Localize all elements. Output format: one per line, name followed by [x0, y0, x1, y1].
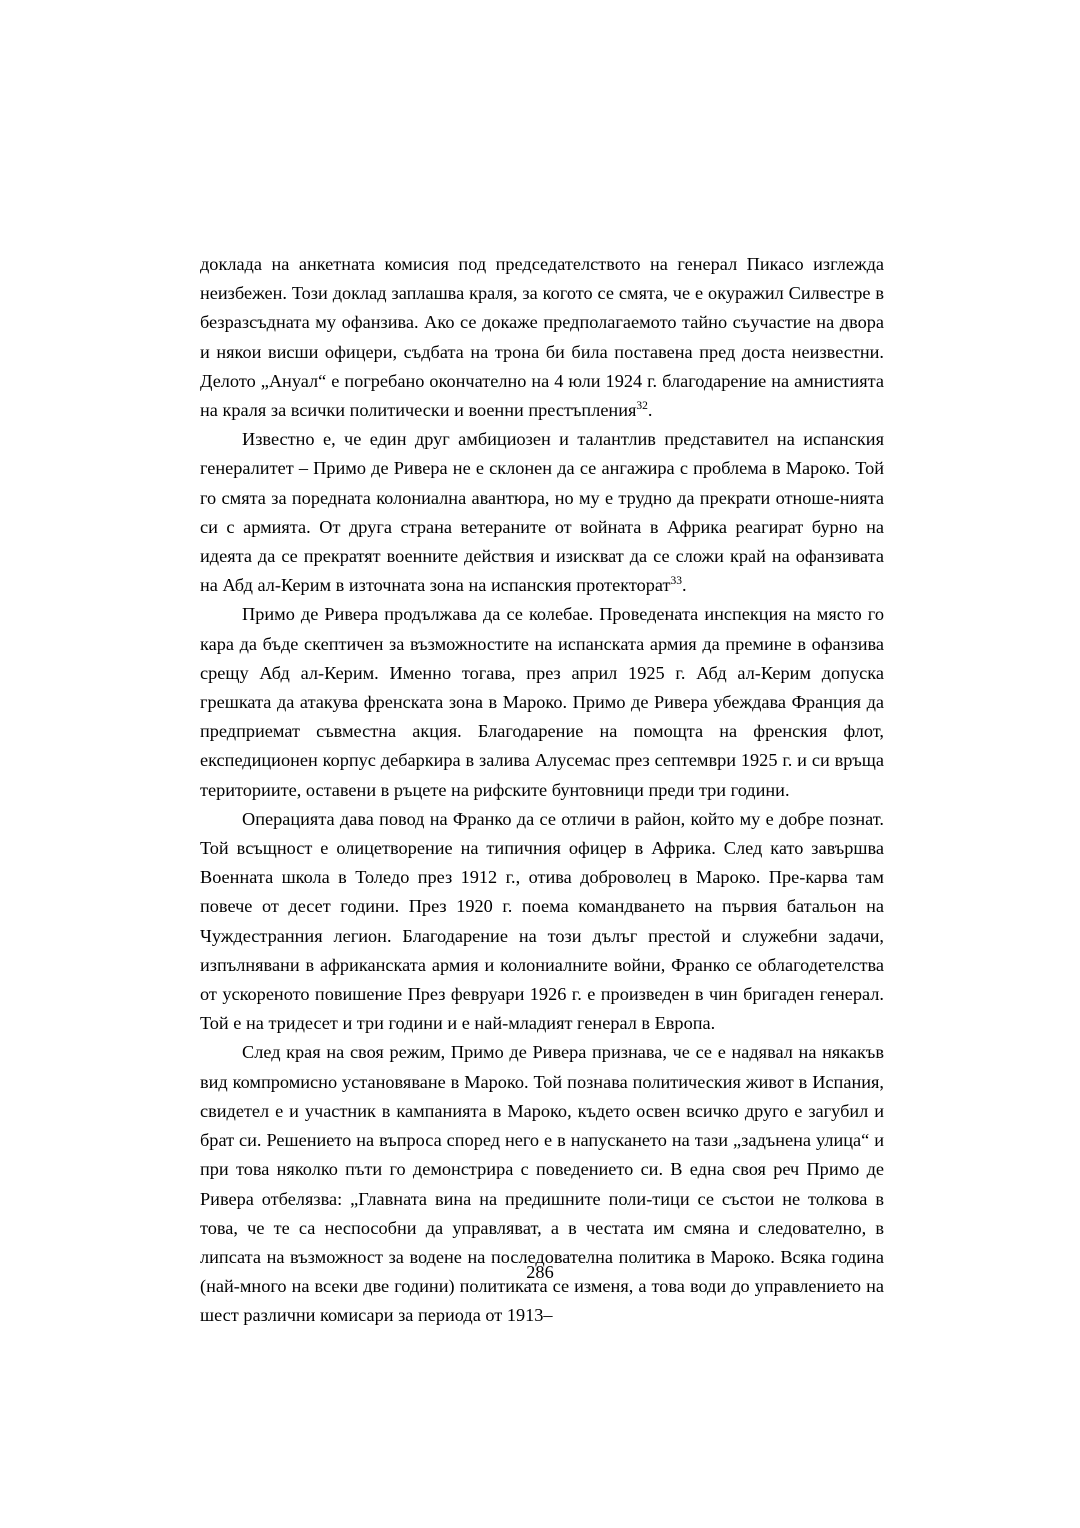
page-number: 286 [526, 1262, 554, 1282]
paragraph-4-text: Операцията дава повод на Франко да се отличи в район, който му е добре познат. Той всъщност е олицетворение на типичния офицер в Африка. След като завършва Военната школа в Толедо през 1912 г., отива доброволец в Мароко. Пре-карва там повече от десет години. През 1920 г. поема командването на първия батальон на Чуждестранния легион. Благодарение на този дълъг престой и служебни задачи, изпълнявани в африканската армия и колониалните войни, Франко се облагодетелства от ускореното повишение През февруари 1926 г. е произведен в чин бригаден генерал. Той е на тридесет и три години и е най-младият генерал в Европа. [200, 808, 884, 1034]
paragraph-4 [200, 805, 884, 1039]
paragraph-2-text: Известно е, че един друг амбициозен и талантлив представител на испанския генералитет – Примо де Ривера не е склонен да се ангажира с проблема в Мароко. Той го смята за поредната колониална авантюра, но му е трудно да прекрати отноше-нията си с армията. От друга страна ветераните от войната в Африка реагират бурно на идеята да се прекратят военните действия и изискват да се сложи край на офанзивата на Абд ал-Керим в източната зона на испанския протекторат [200, 429, 884, 596]
paragraph-1-tail: . [647, 400, 653, 421]
paragraph-1 [200, 250, 884, 425]
paragraph-2-tail: . [682, 575, 687, 596]
paragraph-3 [200, 600, 884, 804]
paragraph-5 [200, 1038, 884, 1330]
paragraph-1-text: доклада на анкетната комисия под председателството на генерал Пикасо изглежда неизбежен. Този доклад заплашва краля, за когото се смята, че е окуражил Силвестре в безразсъдната му офанзива. Ако се докаже предполагаемото тайно съучастие на двора и някои висши офицери, съдбата на трона би била поставена пред доста неизвестни. Делото „Ануал“ е погребано окончателно на 4 юли 1924 г. благодарение на амнистията на краля за всички политически и военни престъпления [200, 254, 884, 421]
paragraph-3-text: Примо де Ривера продължава да се колебае. Проведената инспекция на място го кара да бъде скептичен за възможностите на испанската армия да премине в офанзива срещу Абд ал-Керим. Именно тогава, през април 1925 г. Абд ал-Керим допуска грешката да атакува френската зона в Мароко. Примо де Ривера убеждава Франция да предприемат съвместна акция. Благодарение на помощта на френския флот, експедиционен корпус дебаркира в залива Алусемас през септември 1925 г. и си връща териториите, оставени в ръцете на рифските бунтовници преди три години. [200, 604, 884, 800]
paragraph-2 [200, 425, 884, 600]
footnote-marker-32: 32 [636, 399, 648, 412]
body-text [200, 250, 884, 1331]
footnote-marker-33: 33 [670, 575, 683, 588]
paragraph-5-text: След края на своя режим, Примо де Ривера признава, че се е надявал на някакъв вид компромисно установяване в Мароко. Той познава политическия живот в Испания, свидетел е и участник в кампанията в Мароко, където освен всичко друго е загубил и брат си. Решението на въпроса според него е в напускането на тази „задънена улица“ и при това няколко пъти го демонстрира с поведението си. В една своя реч Примо де Ривера отбелязва: „Главната вина на предишните поли-тици се състои не толкова в това, че те са неспособни да управляват, а в честата им смяна и следователно, в липсата на възможност за водене на последователна политика в Мароко. Всяка година (най-много на всеки две години) политиката се изменя, а това води до управлението на шест различни комисари за периода от 1913– [200, 1042, 884, 1326]
